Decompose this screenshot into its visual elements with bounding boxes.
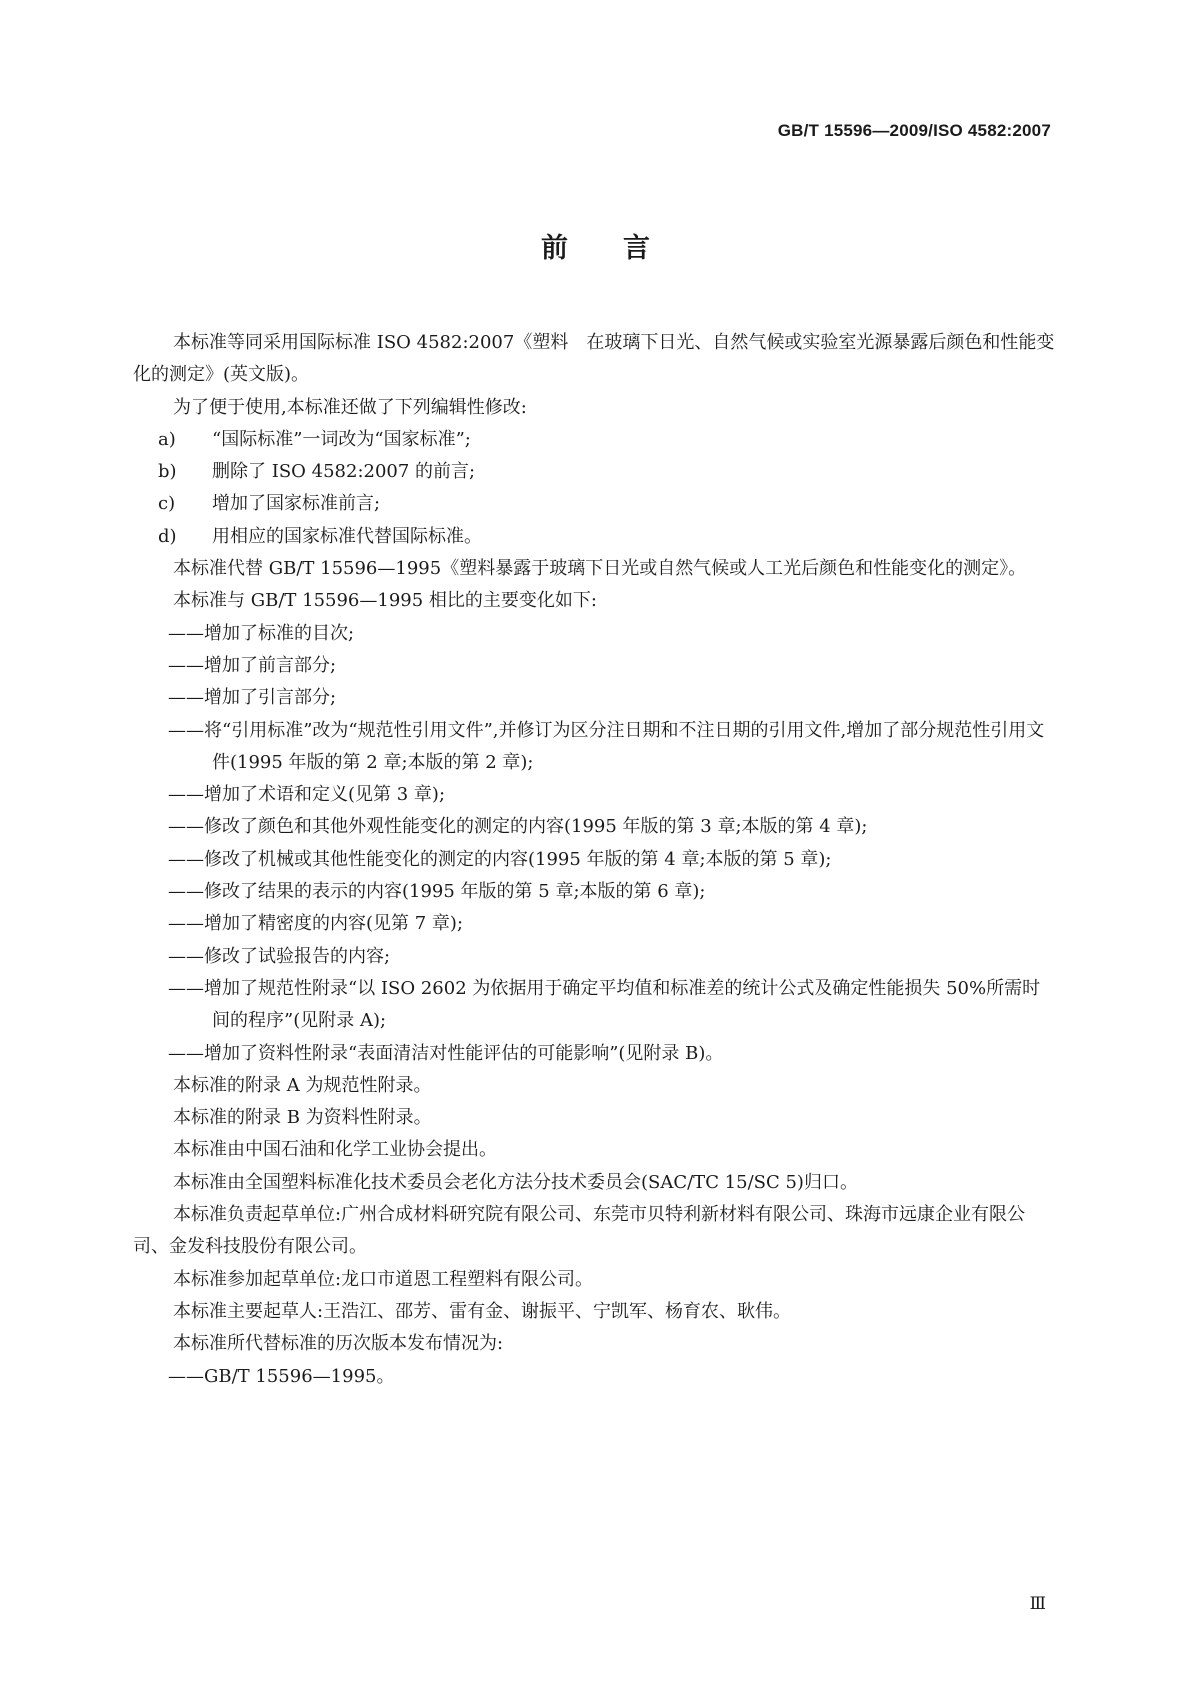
edit-item-text: 增加了国家标准前言;	[212, 493, 381, 515]
paragraph-history-intro: 本标准所代替标准的历次版本发布情况为:	[173, 1333, 504, 1355]
change-item: ——增加了规范性附录“以 ISO 2602 为依据用于确定平均值和标准差的统计公式及确定性能损失 50%所需时间的程序”(见附录 A);	[168, 977, 1041, 1032]
change-item: ——修改了颜色和其他外观性能变化的测定的内容(1995 年版的第 3 章;本版的第 4 章);	[168, 816, 868, 838]
change-item: ——增加了精密度的内容(见第 7 章);	[168, 913, 464, 935]
change-item: ——增加了术语和定义(见第 3 章);	[168, 784, 446, 806]
paragraph-annex-a: 本标准的附录 A 为规范性附录。	[173, 1074, 432, 1096]
edit-item-label: a)	[158, 428, 176, 450]
edit-item-label: b)	[158, 461, 177, 483]
edit-item	[133, 488, 1056, 520]
paragraph-replaces: 本标准代替 GB/T 15596—1995《塑料暴露于玻璃下日光或自然气候或人工光后颜色和性能变化的测定》。	[173, 558, 1027, 580]
change-item: ——修改了机械或其他性能变化的测定的内容(1995 年版的第 4 章;本版的第 5 章);	[168, 848, 832, 870]
paragraph-adoption: 本标准等同采用国际标准 ISO 4582:2007《塑料 在玻璃下日光、自然气候或实验室光源暴露后颜色和性能变化的测定》(英文版)。	[133, 332, 1055, 386]
edit-item	[133, 424, 1056, 456]
change-item: ——修改了结果的表示的内容(1995 年版的第 5 章;本版的第 6 章);	[168, 881, 706, 903]
paragraph-drafting-units: 本标准负责起草单位:广州合成材料研究院有限公司、东莞市贝特利新材料有限公司、珠海市远康企业有限公司、金发科技股份有限公司。	[133, 1204, 1026, 1258]
change-item: ——修改了试验报告的内容;	[168, 945, 391, 967]
edit-item-text: 用相应的国家标准代替国际标准。	[212, 525, 482, 547]
edit-item	[133, 521, 1056, 553]
foreword-body	[133, 327, 1056, 1393]
edit-item-label: c)	[158, 493, 176, 515]
change-item: ——增加了前言部分;	[168, 654, 337, 676]
page-number: Ⅲ	[1029, 1594, 1046, 1614]
paragraph-proposer: 本标准由中国石油和化学工业协会提出。	[173, 1139, 497, 1161]
history-item: ——GB/T 15596—1995。	[168, 1365, 395, 1387]
paragraph-participating-units: 本标准参加起草单位:龙口市道恩工程塑料有限公司。	[173, 1268, 594, 1290]
change-item: ——将“引用标准”改为“规范性引用文件”,并修订为区分注日期和不注日期的引用文件,增加了部分规范性引用文件(1995 年版的第 2 章;本版的第 2 章);	[168, 719, 1045, 773]
paragraph-edits-intro: 为了便于使用,本标准还做了下列编辑性修改:	[173, 396, 527, 418]
change-item: ——增加了引言部分;	[168, 687, 337, 709]
paragraph-committee: 本标准由全国塑料标准化技术委员会老化方法分技术委员会(SAC/TC 15/SC 5)归口。	[173, 1171, 858, 1193]
edit-item-text: 删除了 ISO 4582:2007 的前言;	[212, 461, 476, 483]
paragraph-changes-intro: 本标准与 GB/T 15596—1995 相比的主要变化如下:	[173, 590, 597, 612]
edit-item-text: “国际标准”一词改为“国家标准”;	[212, 428, 471, 450]
paragraph-annex-b: 本标准的附录 B 为资料性附录。	[173, 1107, 432, 1129]
change-item: ——增加了资料性附录“表面清洁对性能评估的可能影响”(见附录 B)。	[168, 1042, 724, 1064]
page-title: 前言	[541, 233, 705, 264]
standard-number-header: GB/T 15596—2009/ISO 4582:2007	[777, 121, 1051, 140]
edit-item-label: d)	[158, 525, 177, 547]
change-item: ——增加了标准的目次;	[168, 622, 355, 644]
edit-item	[133, 456, 1056, 488]
paragraph-drafters: 本标准主要起草人:王浩江、邵芳、雷有金、谢振平、宁凯军、杨育农、耿伟。	[173, 1300, 792, 1322]
